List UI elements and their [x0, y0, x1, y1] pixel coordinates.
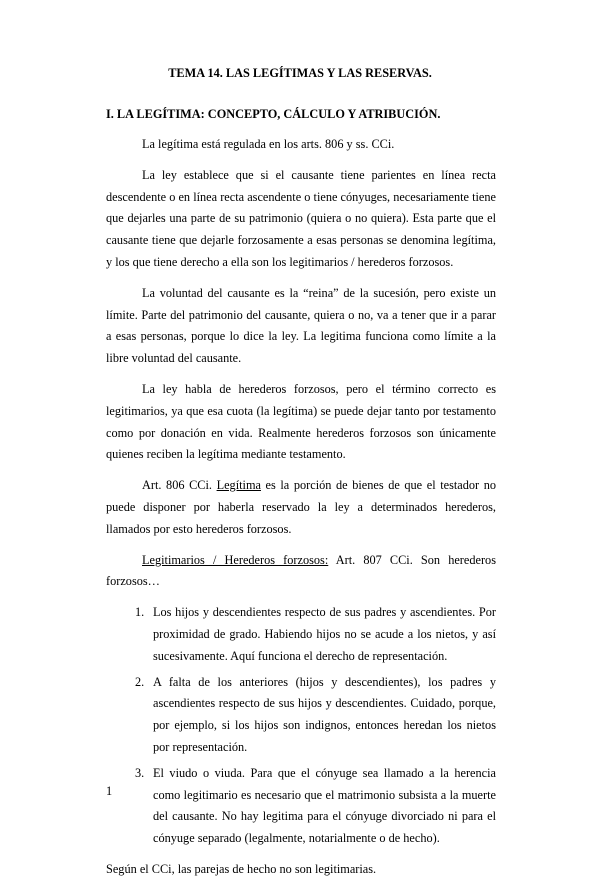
list-item: [106, 602, 496, 667]
paragraph: La legítima está regulada en los arts. 806 y ss. CCi.: [142, 137, 395, 151]
document-body: [106, 134, 496, 890]
paragraph: La ley habla de herederos forzosos, pero el término correcto es legitimarios, ya que esa cuota (la legítima) se puede dejar tanto por testamento como por donación en vida. Realmente herederos forzosos son únicamente quienes reciben la legítima mediante testamento.: [106, 381, 496, 462]
article-806-paragraph: [106, 475, 496, 540]
list-item-text: El viudo o viuda. Para que el cónyuge sea llamado a la herencia como legitimario es necesario que el matrimonio subsista a la muerte del causante. No hay legitima para el cónyuge divorciado ni para el cónyuge separado (legalmente, notarialmente o de hecho).: [153, 765, 496, 846]
list-item-number: 2.: [135, 674, 145, 689]
article-806-prefix: Art. 806 CCi.: [142, 478, 217, 493]
heirs-list: [106, 602, 496, 850]
article-807-text: Art. 807 CCi. Son herederos forzosos…: [106, 552, 496, 589]
list-item-number: 3.: [135, 765, 145, 780]
closing-paragraph: Según el CCi, las parejas de hecho no son legitimarias.: [106, 861, 377, 876]
article-806-text: es la porción de bienes de que el testador no puede disponer por haberla reservado la ley a determinados herederos, llamados por esto herederos forzosos.: [106, 478, 497, 536]
page-title: TEMA 14. LAS LEGÍTIMAS Y LAS RESERVAS.: [168, 66, 432, 80]
list-item-text: Los hijos y descendientes respecto de sus padres y ascendientes. Por proximidad de grado. Habiendo hijos no se acude a los nietos, y así sucesivamente. Aquí funciona el derecho de representación.: [153, 605, 496, 663]
page-number: 1: [106, 784, 113, 798]
list-item-number: 1.: [135, 605, 145, 620]
section-heading: I. LA LEGÍTIMA: CONCEPTO, CÁLCULO Y ATRIBUCIÓN.: [106, 107, 441, 121]
paragraph: La voluntad del causante es la “reina” de la sucesión, pero existe un límite. Parte del patrimonio del causante, quiera o no, va a tener que ir a parar a esas personas, porque lo dice la ley. La legitima funciona como límite a la libre voluntad del causante.: [106, 285, 496, 366]
list-item: [106, 672, 496, 759]
article-807-paragraph: [106, 550, 496, 594]
paragraph: La ley establece que si el causante tiene parientes en línea recta descendente o en línea recta ascendente o tiene cónyuges, necesariamente tiene que dejarles una parte de su patrimonio (quiera o no quiera). Esta parte que el causante tiene que dejarle forzosamente a esas personas se denomina legítima, y los que tiene derecho a ella son los legitimarios / herederos forzosos.: [106, 167, 496, 269]
legitimarios-label: Legitimarios / Herederos forzosos:: [142, 552, 329, 567]
list-item-text: A falta de los anteriores (hijos y descendientes), los padres y ascendientes respecto de sus hijos y descendientes. Cuidado, porque, por ejemplo, si los hijos son indignos, entonces heredan los nietos por representación.: [153, 674, 496, 754]
list-item: [106, 763, 496, 850]
legitima-term: Legítima: [216, 478, 261, 493]
